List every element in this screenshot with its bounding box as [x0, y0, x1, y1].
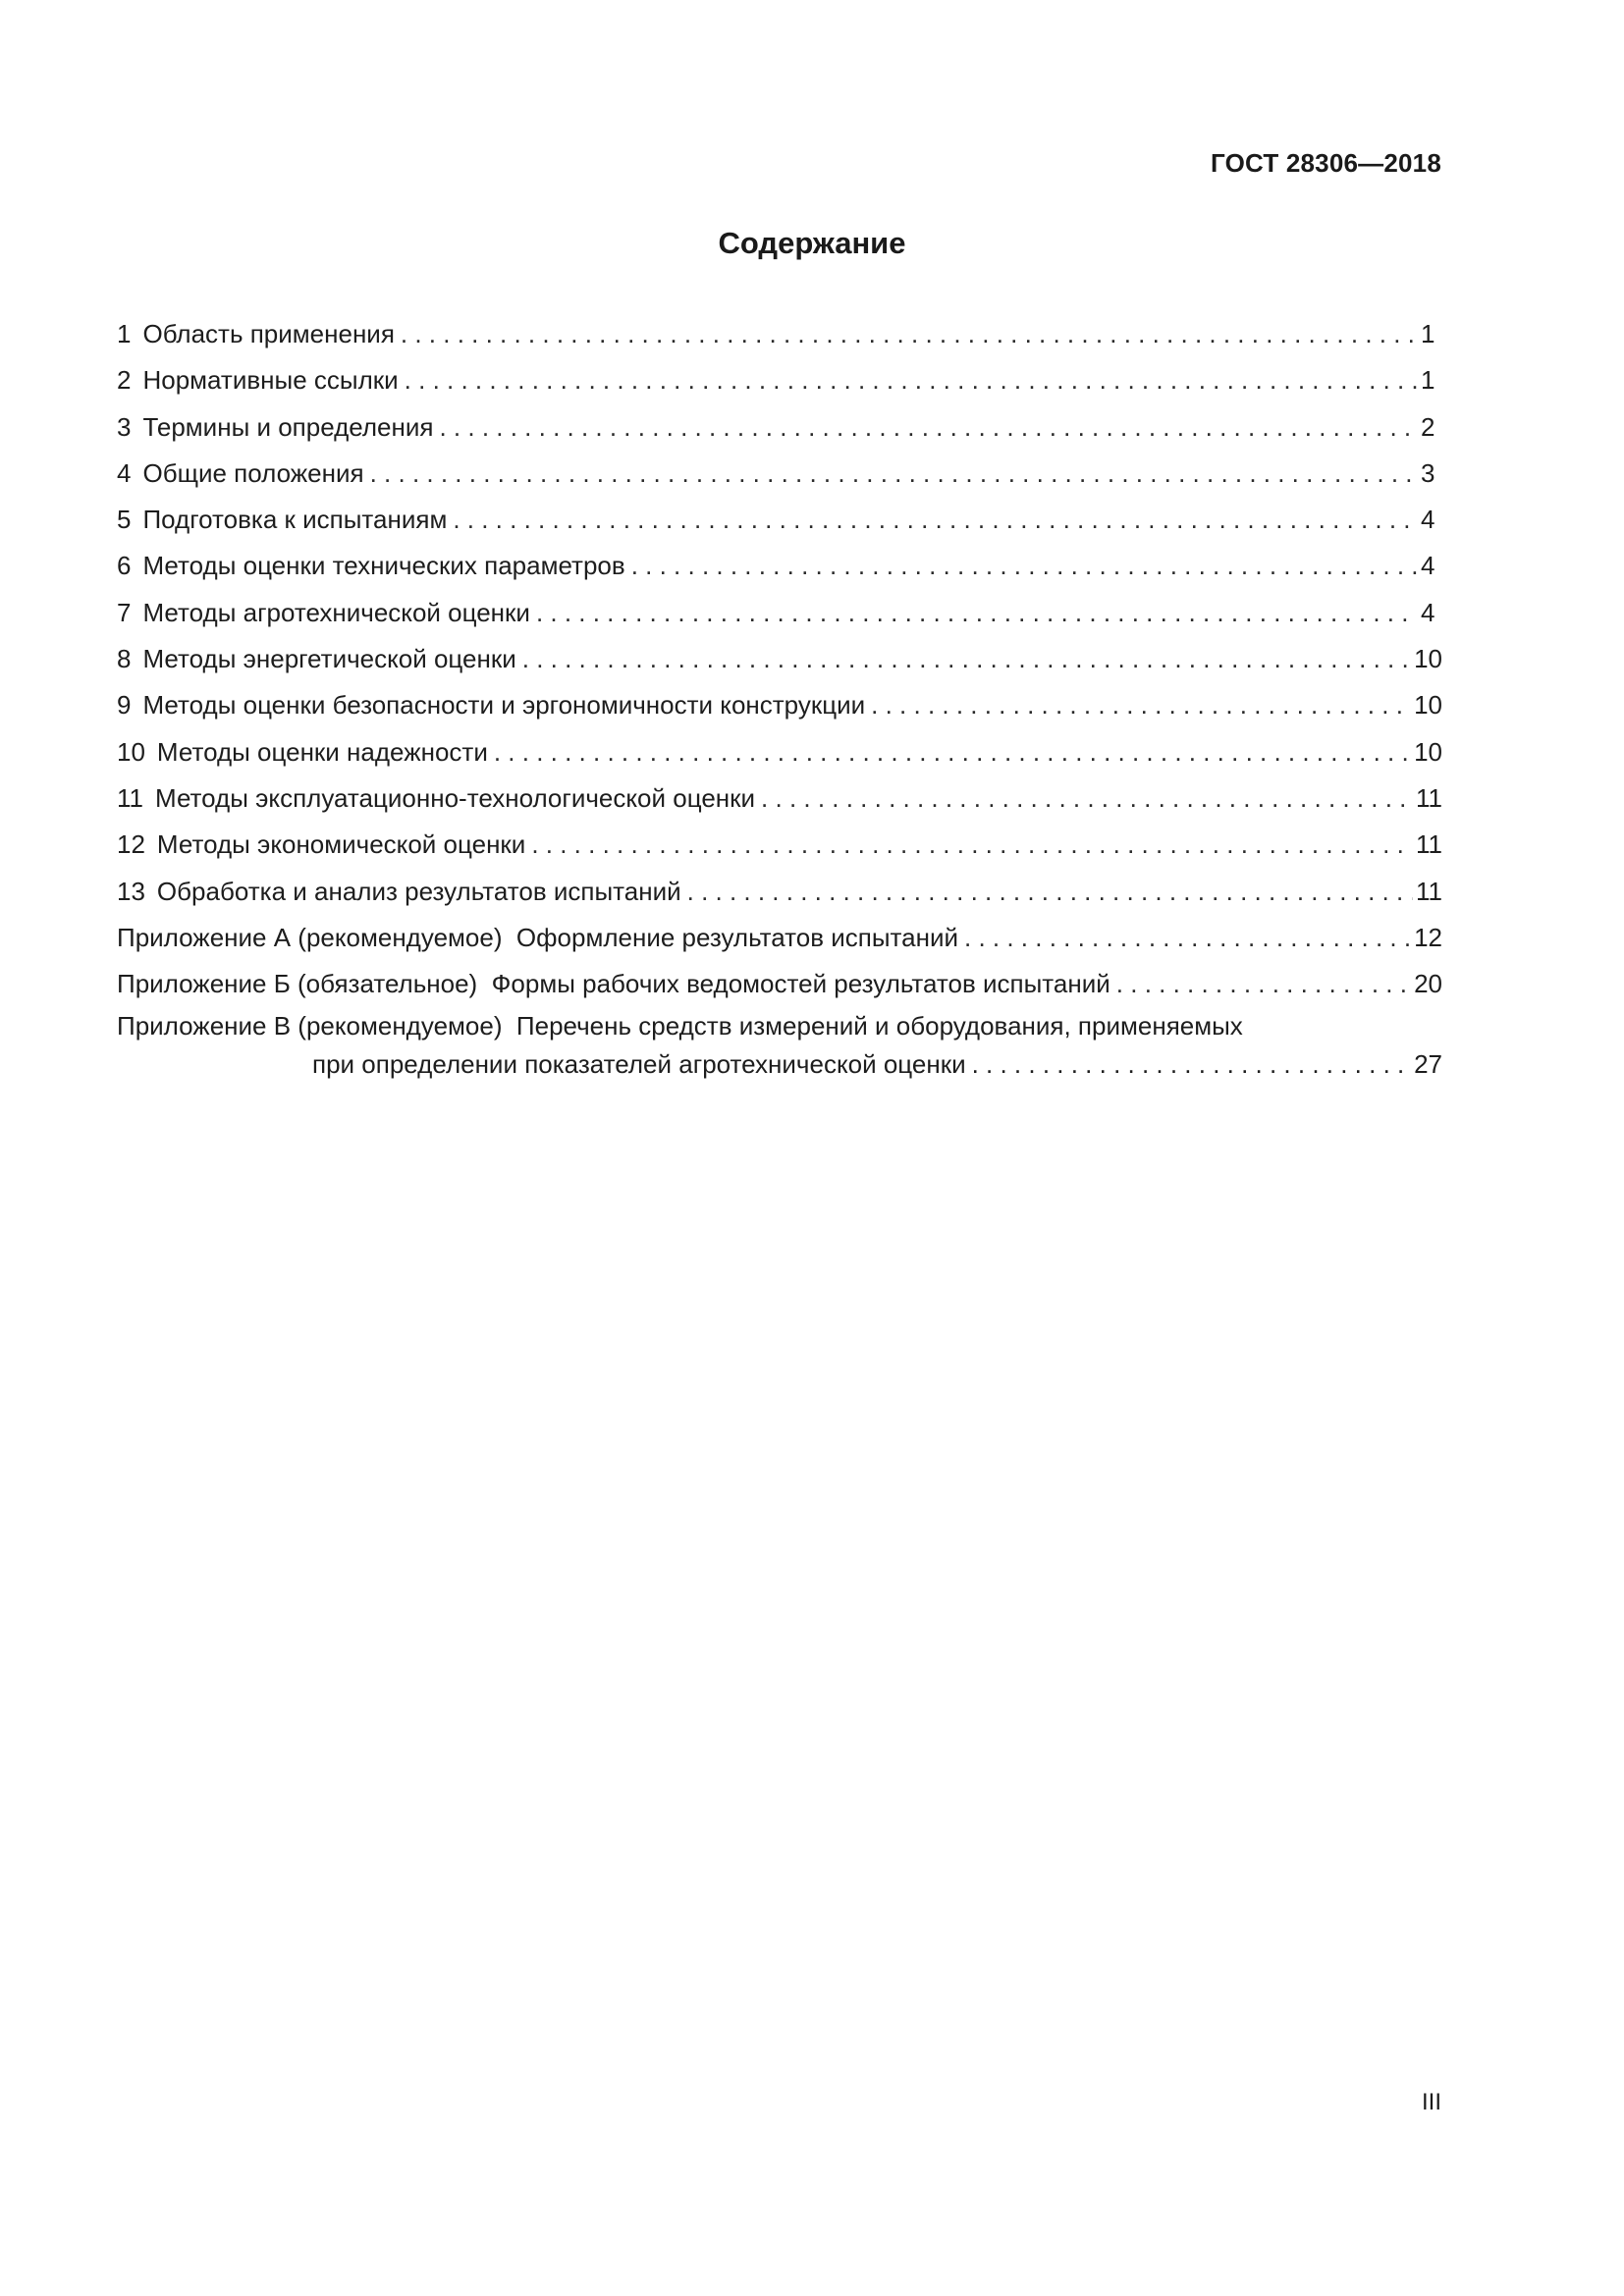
dot-leader	[453, 497, 1418, 543]
toc-entry-label: Методы энергетической оценки	[142, 644, 516, 674]
dot-leader	[522, 636, 1411, 682]
toc-entry-label: Область применения	[142, 319, 395, 348]
dot-leader	[531, 822, 1413, 868]
toc-entry-page: 2	[1421, 411, 1435, 442]
toc-entry-label: Обработка и анализ результатов испытаний	[156, 876, 681, 906]
dot-leader	[439, 404, 1418, 451]
toc-entry-page: 10	[1414, 736, 1442, 767]
toc-entry-number: 10	[117, 736, 145, 767]
toc-entry-page: 4	[1421, 551, 1435, 581]
toc-entry-label: Методы эксплуатационно-технологической оценки	[155, 782, 756, 813]
toc-appendix-label-line2: при определении показателей агротехнической оценки	[312, 1049, 966, 1080]
toc-appendix-entry[interactable]	[117, 1007, 1442, 1084]
dot-leader	[370, 451, 1418, 497]
toc-entry-page: 11	[1416, 829, 1442, 860]
toc-entry-page: 3	[1421, 457, 1435, 488]
toc-entry-page: 1	[1421, 365, 1435, 396]
toc-entry-page: 10	[1414, 690, 1442, 721]
toc-appendix-label-line1: Приложение В (рекомендуемое) Перечень средств измерений и оборудования, применяемых	[117, 1011, 1243, 1041]
toc-entry-page: 1	[1421, 319, 1435, 348]
toc-entry[interactable]	[117, 311, 1442, 357]
document-code: ГОСТ 28306—2018	[1211, 148, 1441, 178]
toc-entry-label: Методы агротехнической оценки	[142, 597, 530, 627]
toc-entry-page: 20	[1414, 969, 1442, 999]
toc-entry-page: 11	[1416, 876, 1442, 906]
toc-entry-number: 11	[117, 782, 143, 813]
toc-entry[interactable]	[117, 357, 1442, 403]
toc-entry-number: 6	[117, 551, 132, 581]
toc-entry-label: Нормативные ссылки	[142, 365, 399, 396]
toc-entry-label: Методы оценки безопасности и эргономичности конструкции	[142, 690, 866, 721]
toc-entry-page: 12	[1414, 922, 1442, 952]
toc-appendix-label: Приложение А (рекомендуемое) Оформление результатов испытаний	[117, 922, 959, 952]
toc-entry[interactable]	[117, 543, 1442, 589]
toc-entry-label: Методы оценки надежности	[156, 736, 488, 767]
toc-entry-label: Подготовка к испытаниям	[142, 505, 448, 535]
toc-appendix-entry[interactable]	[117, 961, 1442, 1007]
toc-entry-label: Методы оценки технических параметров	[142, 551, 625, 581]
dot-leader	[761, 775, 1413, 822]
page-number: III	[1421, 2089, 1441, 2115]
toc-entry-page: 11	[1416, 782, 1442, 813]
dot-leader	[405, 357, 1418, 403]
toc-entry[interactable]	[117, 404, 1442, 451]
toc-entry-page: 4	[1421, 505, 1435, 535]
toc-entry-page: 4	[1421, 597, 1435, 627]
toc-entry-number: 2	[117, 365, 132, 396]
toc-entry-label: Методы экономической оценки	[156, 829, 526, 860]
dot-leader	[401, 311, 1418, 357]
toc-entry[interactable]	[117, 497, 1442, 543]
dot-leader	[964, 915, 1411, 961]
toc-entry[interactable]	[117, 869, 1442, 915]
toc-entry-page: 10	[1414, 644, 1442, 674]
dot-leader	[687, 869, 1413, 915]
toc-entry-number: 5	[117, 505, 132, 535]
dot-leader	[536, 590, 1418, 636]
toc-entry[interactable]	[117, 451, 1442, 497]
toc-entry[interactable]	[117, 729, 1442, 775]
toc-entry-number: 1	[117, 319, 132, 348]
toc-appendix-entry[interactable]	[117, 915, 1442, 961]
toc-entry-number: 13	[117, 876, 145, 906]
toc-entry[interactable]	[117, 775, 1442, 822]
toc-entry-label: Термины и определения	[142, 411, 434, 442]
dot-leader	[972, 1044, 1411, 1084]
toc-entry[interactable]	[117, 682, 1442, 728]
toc-entry[interactable]	[117, 822, 1442, 868]
toc-entry-number: 3	[117, 411, 132, 442]
table-of-contents	[117, 311, 1442, 1084]
toc-entry-number: 7	[117, 597, 132, 627]
toc-entry[interactable]	[117, 590, 1442, 636]
toc-entry-number: 8	[117, 644, 132, 674]
toc-entry-label: Общие положения	[142, 457, 364, 488]
toc-appendix-label: Приложение Б (обязательное) Формы рабочих ведомостей результатов испытаний	[117, 969, 1110, 999]
toc-entry-number: 4	[117, 457, 132, 488]
toc-entry-number: 9	[117, 690, 132, 721]
dot-leader	[1116, 961, 1411, 1007]
dot-leader	[871, 682, 1411, 728]
toc-entry[interactable]	[117, 636, 1442, 682]
dot-leader	[631, 543, 1418, 589]
dot-leader	[494, 729, 1411, 775]
toc-entry-page: 27	[1414, 1049, 1442, 1080]
toc-title: Содержание	[718, 226, 906, 260]
toc-entry-number: 12	[117, 829, 145, 860]
